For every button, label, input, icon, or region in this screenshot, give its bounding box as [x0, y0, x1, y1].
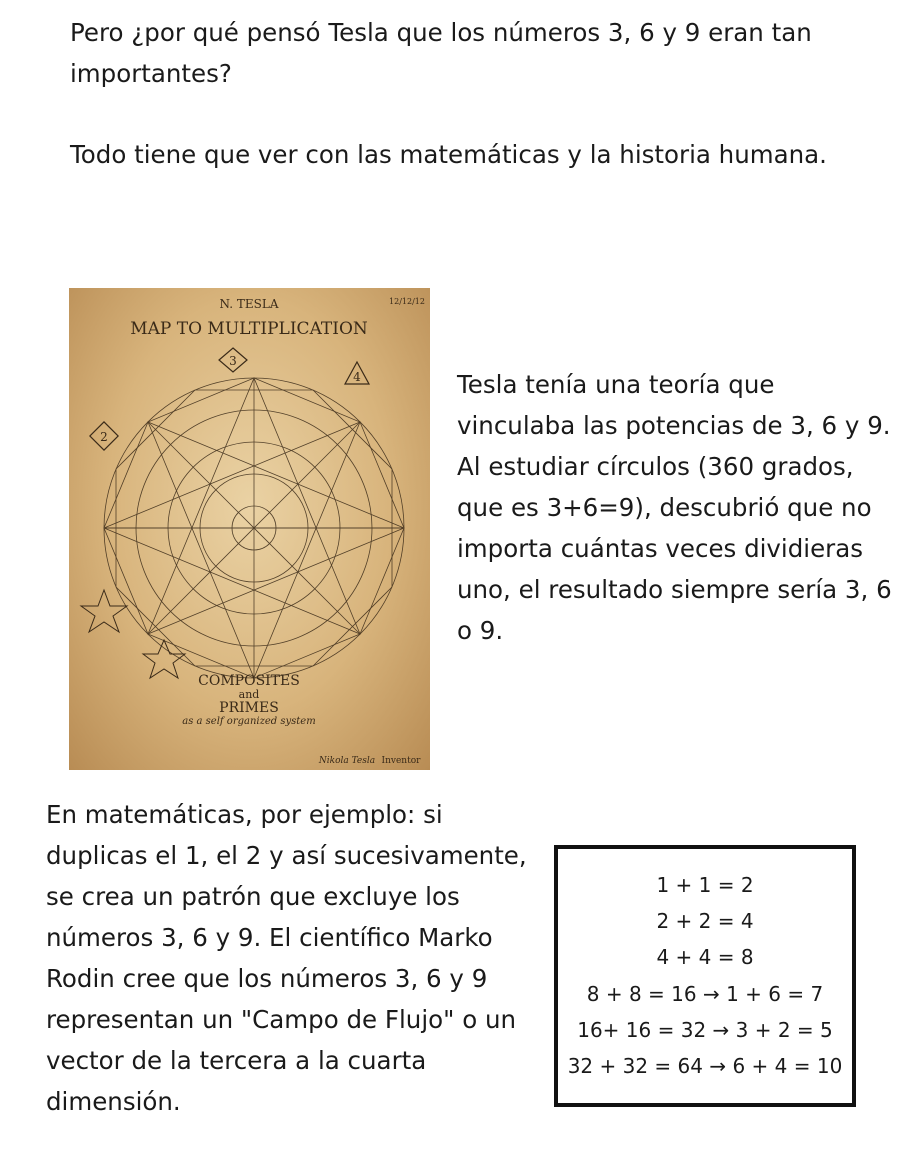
doubling-line: 16+ 16 = 32 → 3 + 2 = 5: [577, 1018, 833, 1042]
poster-primes-label: PRIMES: [219, 700, 279, 716]
tesla-theory-paragraph: Tesla tenía una teoría que vinculaba las potencias de 3, 6 y 9. Al estudiar círculos (360 grados, que es 3+6=9), descubrió que no importa cuántas veces dividieras uno, el resultado siempre sería 3, 6 o 9.: [457, 370, 892, 645]
doubling-line: 8 + 8 = 16 → 1 + 6 = 7: [586, 982, 824, 1006]
math-example-paragraph: En matemáticas, por ejemplo: si duplicas el 1, el 2 y así sucesivamente, se crea un patrón que excluye los números 3, 6 y 9. El científico Marko Rodin cree que los números 3, 6 y 9 representan un "Campo de Flujo" o un vector de la tercera a la cuarta dimensión.: [46, 800, 527, 1116]
poster-subtitle: as a self organized system: [182, 716, 316, 727]
badge-3-label: 3: [229, 354, 237, 368]
poster-and-label: and: [238, 688, 260, 701]
badge-4-label: 4: [353, 370, 361, 384]
poster-signature: Nikola Tesla: [318, 756, 376, 766]
prime-star-glyphs: [81, 590, 185, 678]
poster-composites-label: COMPOSITES: [198, 673, 300, 689]
intro-answer-paragraph: Todo tiene que ver con las matemáticas y la historia humana.: [70, 140, 827, 169]
doubling-sequence-box: [554, 845, 856, 1107]
poster-author: N. TESLA: [219, 297, 279, 311]
intro-question-paragraph: Pero ¿por qué pensó Tesla que los números 3, 6 y 9 eran tan importantes?: [70, 18, 812, 88]
doubling-line: 1 + 1 = 2: [656, 873, 754, 897]
poster-date: 12/12/12: [389, 297, 425, 306]
doubling-line: 4 + 4 = 8: [656, 945, 754, 969]
multiplication-wheel-diagram: [104, 378, 404, 678]
tesla-multiplication-map-image: [69, 288, 430, 770]
doubling-line: 32 + 32 = 64 → 6 + 4 = 10: [567, 1054, 843, 1078]
badge-2-label: 2: [100, 430, 108, 444]
poster-title: MAP TO MULTIPLICATION: [130, 319, 368, 339]
doubling-line: 2 + 2 = 4: [656, 909, 754, 933]
poster-inventor-label: Inventor: [381, 756, 421, 766]
